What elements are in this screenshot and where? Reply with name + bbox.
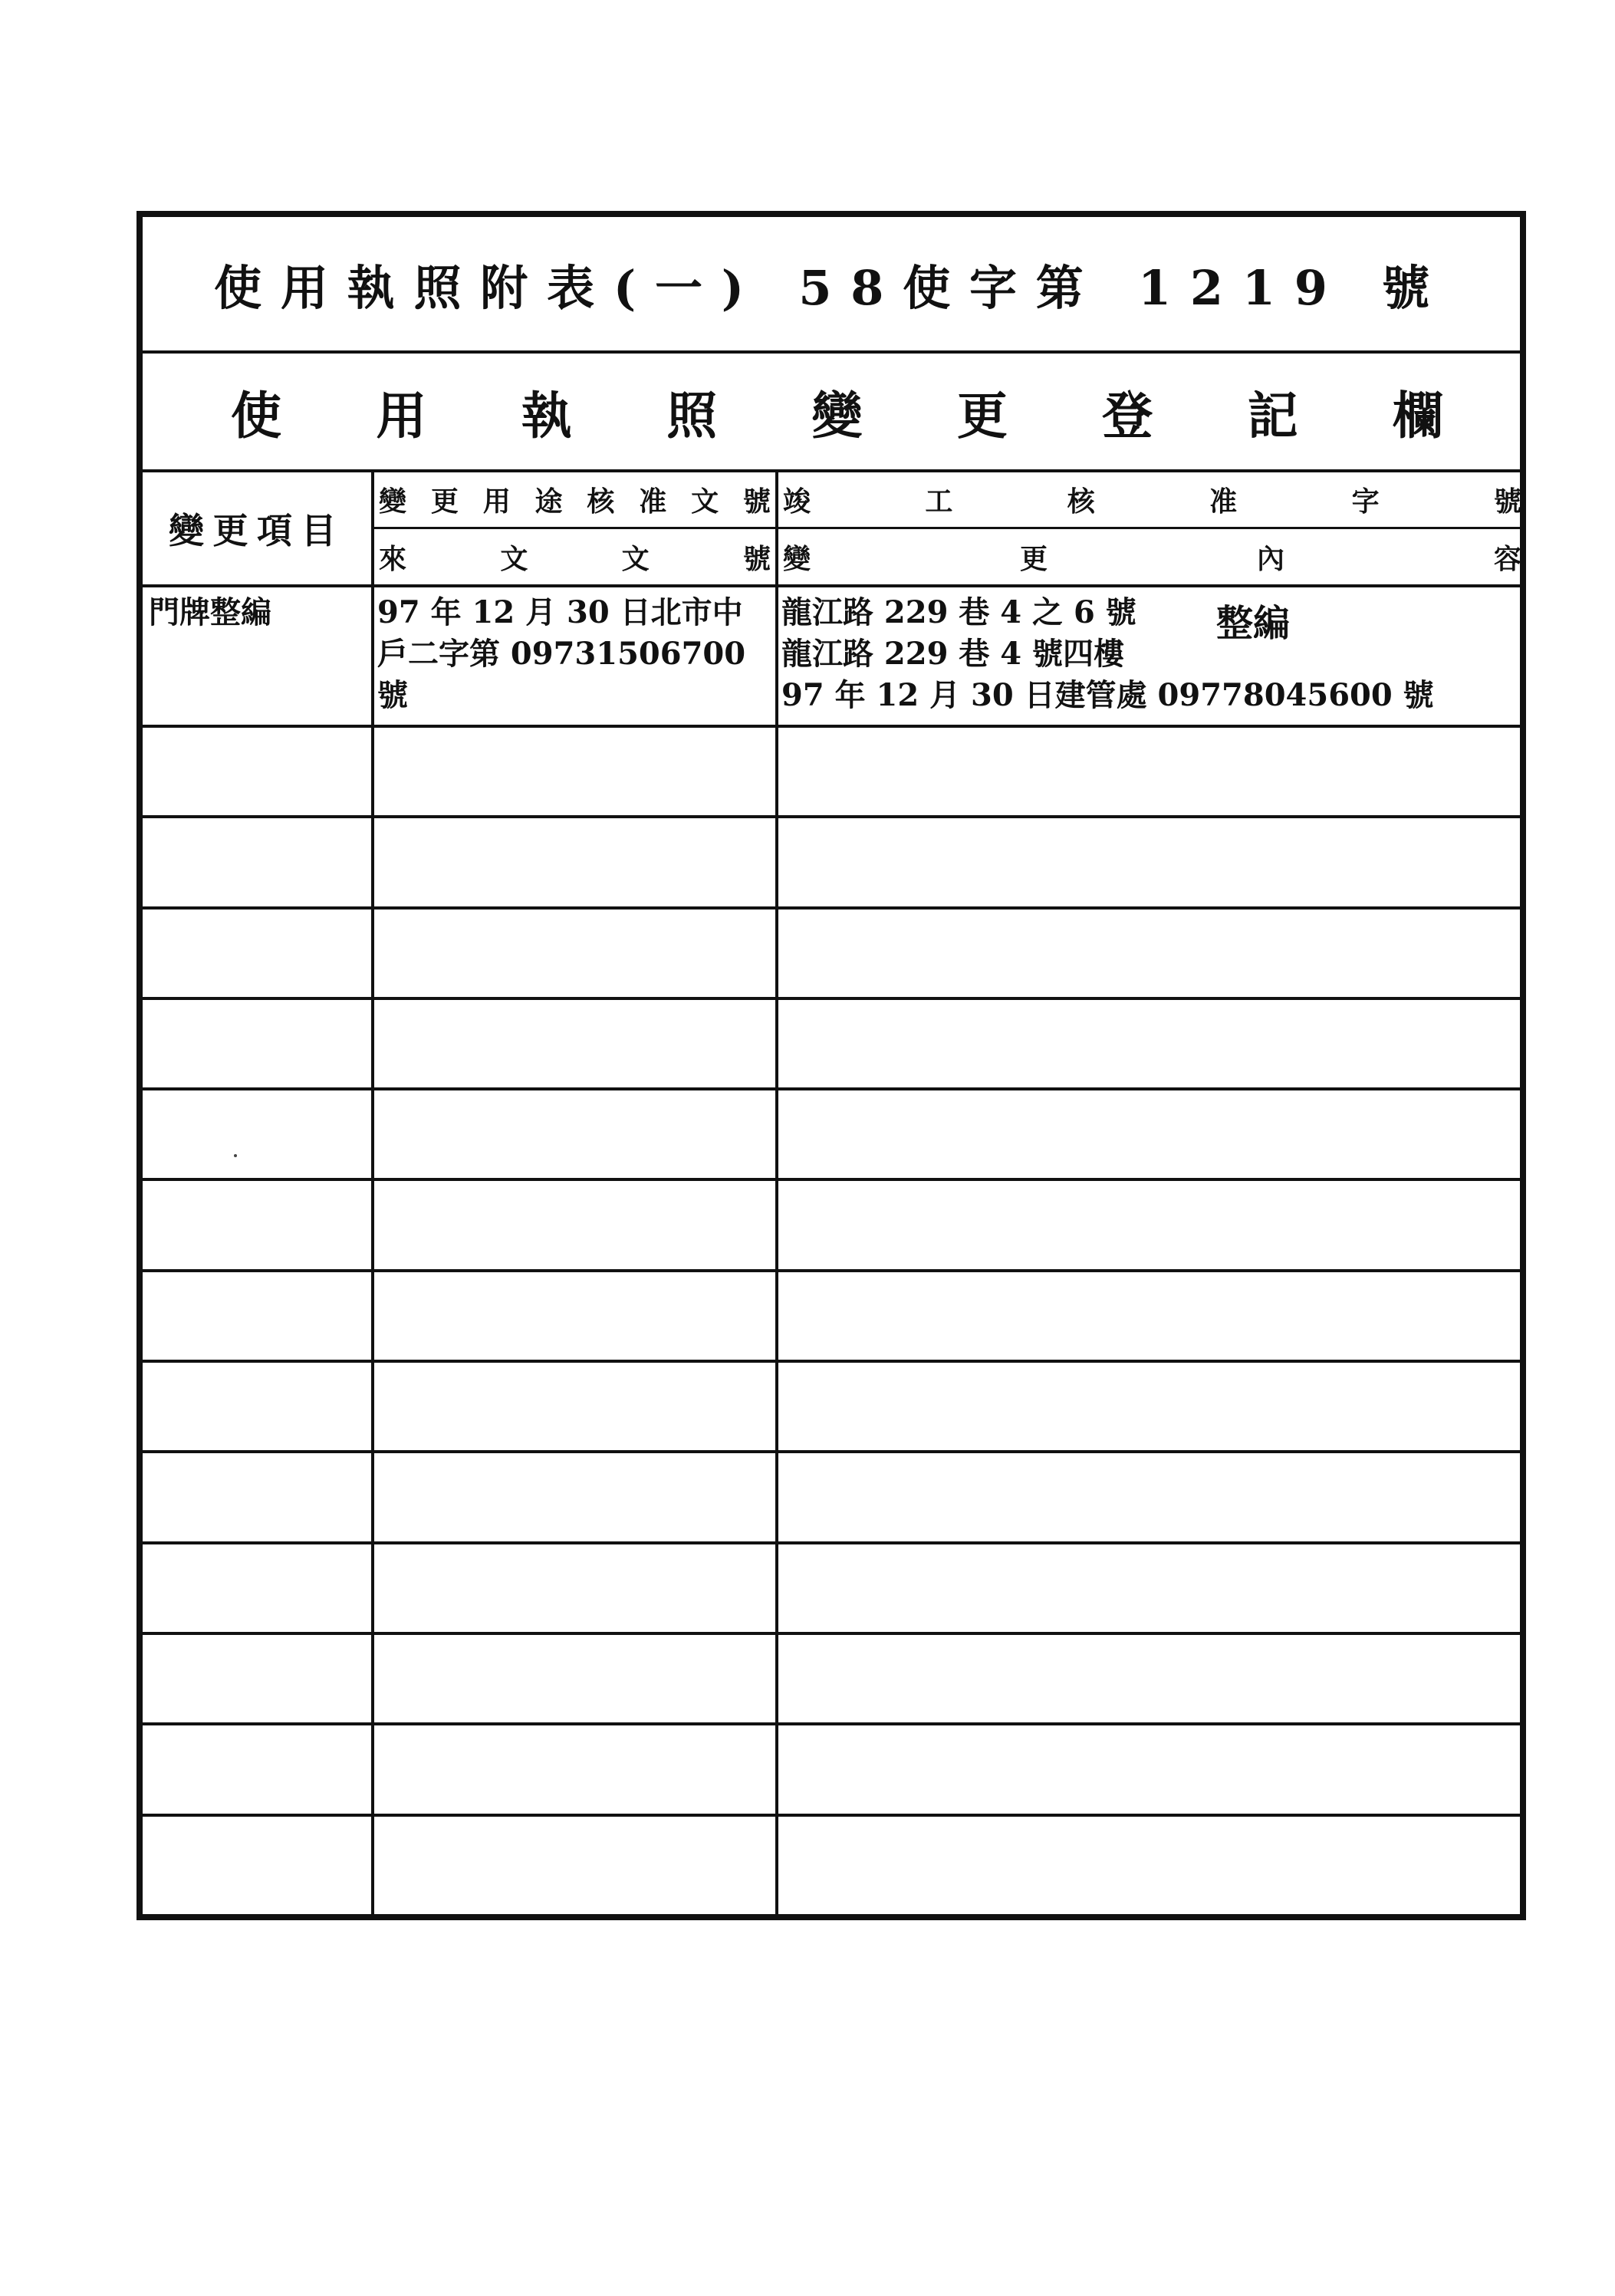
- header-change-content: [778, 529, 1526, 587]
- subtitle-char: 用: [376, 386, 427, 446]
- cell-text: 門牌整編: [149, 594, 271, 630]
- subtitle-char: 記: [1247, 386, 1298, 446]
- header-char: 核: [587, 485, 615, 518]
- header-char: 工: [925, 485, 953, 518]
- scan-speck: [234, 1154, 237, 1157]
- header-char: 竣: [783, 485, 811, 518]
- header-char: 號: [742, 542, 771, 575]
- change-record-table: [143, 472, 1520, 1914]
- table-row: [143, 1181, 1520, 1272]
- header-completion-approval-no: [778, 472, 1526, 529]
- header-char: 核: [1067, 485, 1095, 518]
- subtitle-char: 使: [231, 386, 281, 446]
- subtitle-char: 登: [1102, 386, 1153, 446]
- table-row: [143, 1544, 1520, 1635]
- table-row: [143, 1090, 1520, 1181]
- header-char: 用: [482, 485, 511, 518]
- header-char: 更: [1019, 542, 1048, 575]
- table-row: [143, 1725, 1520, 1817]
- form-title: 使用執照附表(一) 58使字第 1219 號: [143, 217, 1520, 354]
- form-subtitle: [143, 354, 1520, 472]
- cell-text: 97 年 12 月 30 日北市中: [377, 594, 743, 630]
- table-row: [143, 1272, 1520, 1363]
- cell-text: 97 年 12 月 30 日建管處 09778045600 號: [781, 677, 1434, 713]
- header-change-item: 變更項目: [143, 472, 371, 587]
- table-row: [143, 1635, 1520, 1725]
- stamp-mark: 整編: [1216, 602, 1291, 645]
- header-char: 容: [1493, 542, 1521, 575]
- cell-change-item: [149, 587, 370, 725]
- header-char: 文: [621, 542, 650, 575]
- header-char: 准: [639, 485, 667, 518]
- header-char: 號: [742, 485, 771, 518]
- table-row: [143, 910, 1520, 1000]
- permit-sheet: [137, 211, 1526, 1920]
- header-char: 文: [500, 542, 528, 575]
- subtitle-char: 照: [666, 386, 718, 446]
- table-row: [143, 1817, 1520, 1908]
- header-char: 變: [379, 485, 407, 518]
- table-row: [143, 1453, 1520, 1544]
- cell-change-content: [781, 587, 1524, 725]
- cell-doc-no: [377, 587, 772, 725]
- header-char: 更: [430, 485, 459, 518]
- table-row: [143, 818, 1520, 910]
- subtitle-char: 更: [956, 386, 1008, 446]
- subtitle-char: 執: [521, 386, 572, 446]
- table-row: [143, 1000, 1520, 1090]
- header-approval-doc-no: [374, 472, 775, 529]
- cell-text: 龍江路 229 巷 4 號四樓: [781, 636, 1125, 672]
- cell-text: 號: [377, 677, 408, 713]
- subtitle-char: 欄: [1393, 386, 1443, 446]
- header-char: 內: [1256, 542, 1284, 575]
- header-char: 文: [691, 485, 719, 518]
- subtitle-char: 變: [811, 386, 863, 446]
- cell-text: 龍江路 229 巷 4 之 6 號: [781, 594, 1136, 630]
- header-char: 號: [1493, 485, 1521, 518]
- table-row: [143, 1363, 1520, 1453]
- header-char: 來: [379, 542, 407, 575]
- table-row: [143, 587, 1520, 728]
- header-char: 准: [1209, 485, 1238, 518]
- header-char: 字: [1351, 485, 1380, 518]
- cell-text: 戶二字第 09731506700: [377, 636, 746, 672]
- header-incoming-doc-no: [374, 529, 775, 587]
- header-char: 變: [783, 542, 811, 575]
- table-row: [143, 728, 1520, 818]
- header-char: 途: [534, 485, 563, 518]
